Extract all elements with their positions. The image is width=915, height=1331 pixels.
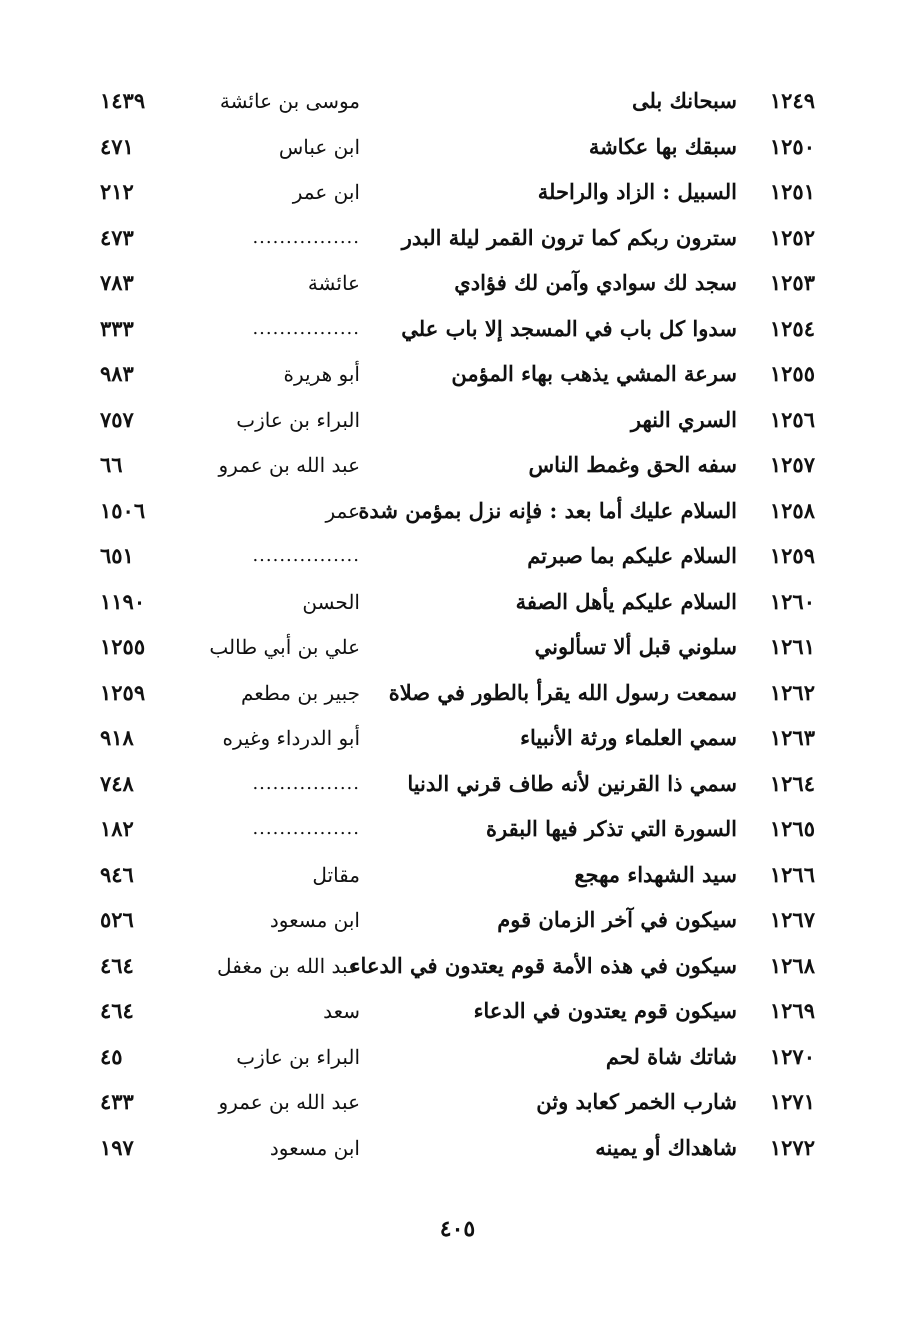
page-number: ٤٠٥ bbox=[439, 1216, 476, 1242]
page-reference: ١٩٧ bbox=[100, 1134, 134, 1160]
index-entry bbox=[100, 721, 815, 755]
index-entry bbox=[100, 448, 815, 482]
entry-number: ١٢٥٥ bbox=[769, 361, 815, 386]
entry-number: ١٢٥٢ bbox=[769, 224, 815, 250]
hadith-text: سرعة المشي يذهب بهاء المؤمن bbox=[451, 361, 737, 386]
hadith-text: سيكون في آخر الزمان قوم bbox=[497, 907, 737, 932]
hadith-text: سترون ربكم كما ترون القمر ليلة البدر bbox=[401, 224, 737, 250]
entry-number: ١٢٧٠ bbox=[769, 1043, 815, 1069]
page-reference: ٦٥١ bbox=[100, 543, 134, 568]
hadith-text: شاهداك أو يمينه bbox=[595, 1134, 737, 1160]
narrator-name: عبد الله بن مغفل bbox=[217, 953, 360, 978]
entry-number: ١٢٦١ bbox=[769, 634, 815, 659]
narrator-name: أبو الدرداء وغيره bbox=[222, 726, 360, 750]
page-reference: ٩٨٣ bbox=[100, 361, 134, 386]
entry-number: ١٢٦٥ bbox=[769, 816, 815, 841]
page-reference: ٩١٨ bbox=[100, 725, 134, 750]
hadith-text: سلوني قبل ألا تسألوني bbox=[534, 634, 737, 659]
hadith-text: السورة التي تذكر فيها البقرة bbox=[486, 816, 737, 841]
narrator-name: علي بن أبي طالب bbox=[209, 635, 360, 659]
hadith-text: شاتك شاة لحم bbox=[605, 1043, 737, 1069]
narrator-name: ................ bbox=[252, 317, 360, 339]
page-reference: ١٢٥٥ bbox=[100, 634, 146, 659]
page-reference: ٤٣٣ bbox=[100, 1089, 134, 1114]
page-reference: ١١٩٠ bbox=[100, 588, 146, 614]
index-entry bbox=[100, 812, 815, 846]
index-entry bbox=[100, 1131, 815, 1165]
index-entry bbox=[100, 403, 815, 437]
index-entry bbox=[100, 130, 815, 164]
index-entry bbox=[100, 676, 815, 710]
narrator-name: ابن عمر bbox=[292, 180, 360, 204]
index-entry bbox=[100, 1085, 815, 1119]
entry-number: ١٢٦٨ bbox=[769, 952, 815, 978]
entry-number: ١٢٥٩ bbox=[769, 543, 815, 568]
page-reference: ٦٦ bbox=[100, 452, 123, 477]
entry-number: ١٢٦٢ bbox=[769, 679, 815, 705]
index-entry bbox=[100, 266, 815, 300]
index-entry bbox=[100, 494, 815, 528]
hadith-text: سبحانك بلى bbox=[631, 88, 737, 113]
hadith-text: سيد الشهداء مهجع bbox=[574, 861, 737, 887]
entry-number: ١٢٦٩ bbox=[769, 998, 815, 1023]
entry-number: ١٢٦٣ bbox=[769, 725, 815, 750]
hadith-text: السلام عليكم يأهل الصفة bbox=[515, 588, 737, 614]
index-entry bbox=[100, 949, 815, 983]
narrator-name: جبير بن مطعم bbox=[240, 680, 360, 705]
narrator-name: مقاتل bbox=[312, 862, 360, 887]
page-reference: ٧٨٣ bbox=[100, 270, 134, 295]
page-reference: ١٨٢ bbox=[100, 816, 134, 841]
hadith-text: شارب الخمر كعابد وثن bbox=[536, 1089, 737, 1114]
narrator-name: ................ bbox=[252, 772, 360, 794]
index-entry bbox=[100, 1040, 815, 1074]
entry-number: ١٢٥٦ bbox=[769, 406, 815, 432]
page-reference: ٤٦٤ bbox=[100, 998, 134, 1023]
narrator-name: ابن مسعود bbox=[269, 908, 360, 932]
narrator-name: أبو هريرة bbox=[283, 362, 360, 386]
hadith-text: سيكون في هذه الأمة قوم يعتدون في الدعاء bbox=[350, 952, 737, 978]
index-entry bbox=[100, 767, 815, 801]
index-entry bbox=[100, 84, 815, 118]
index-entry bbox=[100, 357, 815, 391]
hadith-text: سيكون قوم يعتدون في الدعاء bbox=[473, 998, 737, 1023]
index-entry bbox=[100, 221, 815, 255]
entry-number: ١٢٥١ bbox=[769, 179, 815, 204]
narrator-name: ................ bbox=[252, 226, 360, 248]
entry-number: ١٢٦٤ bbox=[769, 770, 815, 796]
hadith-text: السلام عليك أما بعد : فإنه نزل بمؤمن شدة bbox=[358, 497, 737, 523]
index-entry bbox=[100, 903, 815, 937]
page-reference: ٧٤٨ bbox=[100, 770, 134, 796]
entry-number: ١٢٤٩ bbox=[769, 88, 815, 113]
narrator-name: البراء بن عازب bbox=[236, 407, 360, 432]
index-entry bbox=[100, 994, 815, 1028]
page-reference: ٩٤٦ bbox=[100, 861, 134, 887]
narrator-name: عائشة bbox=[307, 271, 360, 295]
entry-number: ١٢٥٨ bbox=[769, 497, 815, 523]
narrator-name: سعد bbox=[323, 999, 360, 1023]
entry-number: ١٢٥٠ bbox=[769, 133, 815, 159]
page-reference: ٤٥ bbox=[100, 1043, 123, 1069]
page-reference: ٣٣٣ bbox=[100, 315, 134, 341]
page-reference: ٤٧٣ bbox=[100, 224, 134, 250]
narrator-name: ................ bbox=[252, 545, 360, 566]
hadith-text: سفه الحق وغمط الناس bbox=[528, 452, 737, 477]
index-entry bbox=[100, 858, 815, 892]
page-reference: ٥٢٦ bbox=[100, 907, 134, 932]
index-entry bbox=[100, 175, 815, 209]
page-reference: ٤٧١ bbox=[100, 133, 134, 159]
index-entry bbox=[100, 630, 815, 664]
entry-number: ١٢٧٢ bbox=[769, 1134, 815, 1160]
page-reference: ١٥٠٦ bbox=[100, 497, 146, 523]
entry-number: ١٢٥٧ bbox=[769, 452, 815, 477]
narrator-name: عمر bbox=[325, 498, 360, 523]
page-reference: ٢١٢ bbox=[100, 179, 134, 204]
entry-number: ١٢٧١ bbox=[769, 1089, 815, 1114]
hadith-text: السلام عليكم بما صبرتم bbox=[527, 543, 737, 568]
narrator-name: البراء بن عازب bbox=[236, 1044, 360, 1069]
page-reference: ١٤٣٩ bbox=[100, 88, 146, 113]
entry-number: ١٢٥٣ bbox=[769, 270, 815, 295]
narrator-name: الحسن bbox=[302, 589, 360, 614]
narrator-name: ................ bbox=[252, 818, 360, 839]
page-reference: ٤٦٤ bbox=[100, 952, 134, 978]
narrator-name: عبد الله بن عمرو bbox=[218, 453, 360, 477]
entry-number: ١٢٦٦ bbox=[769, 861, 815, 887]
index-entry bbox=[100, 539, 815, 573]
hadith-text: السري النهر bbox=[630, 406, 737, 432]
hadith-text: سدوا كل باب في المسجد إلا باب علي bbox=[401, 315, 737, 341]
entry-number: ١٢٦٠ bbox=[769, 588, 815, 614]
index-entry bbox=[100, 585, 815, 619]
entry-number: ١٢٥٤ bbox=[769, 315, 815, 341]
narrator-name: موسى بن عائشة bbox=[219, 89, 360, 113]
hadith-text: سمي العلماء ورثة الأنبياء bbox=[520, 725, 737, 750]
hadith-text: سمعت رسول الله يقرأ بالطور في صلاة bbox=[388, 679, 737, 705]
page-reference: ١٢٥٩ bbox=[100, 679, 146, 705]
hadith-text: سمي ذا القرنين لأنه طاف قرني الدنيا bbox=[407, 770, 737, 796]
entry-number: ١٢٦٧ bbox=[769, 907, 815, 932]
index-entry bbox=[100, 312, 815, 346]
narrator-name: عبد الله بن عمرو bbox=[218, 1090, 360, 1114]
page-reference: ٧٥٧ bbox=[100, 406, 134, 432]
hadith-text: سبقك بها عكاشة bbox=[588, 133, 737, 159]
hadith-text: سجد لك سوادي وآمن لك فؤادي bbox=[454, 270, 737, 295]
hadith-text: السبيل : الزاد والراحلة bbox=[537, 179, 737, 204]
narrator-name: ابن عباس bbox=[278, 134, 360, 159]
narrator-name: ابن مسعود bbox=[269, 1135, 360, 1160]
